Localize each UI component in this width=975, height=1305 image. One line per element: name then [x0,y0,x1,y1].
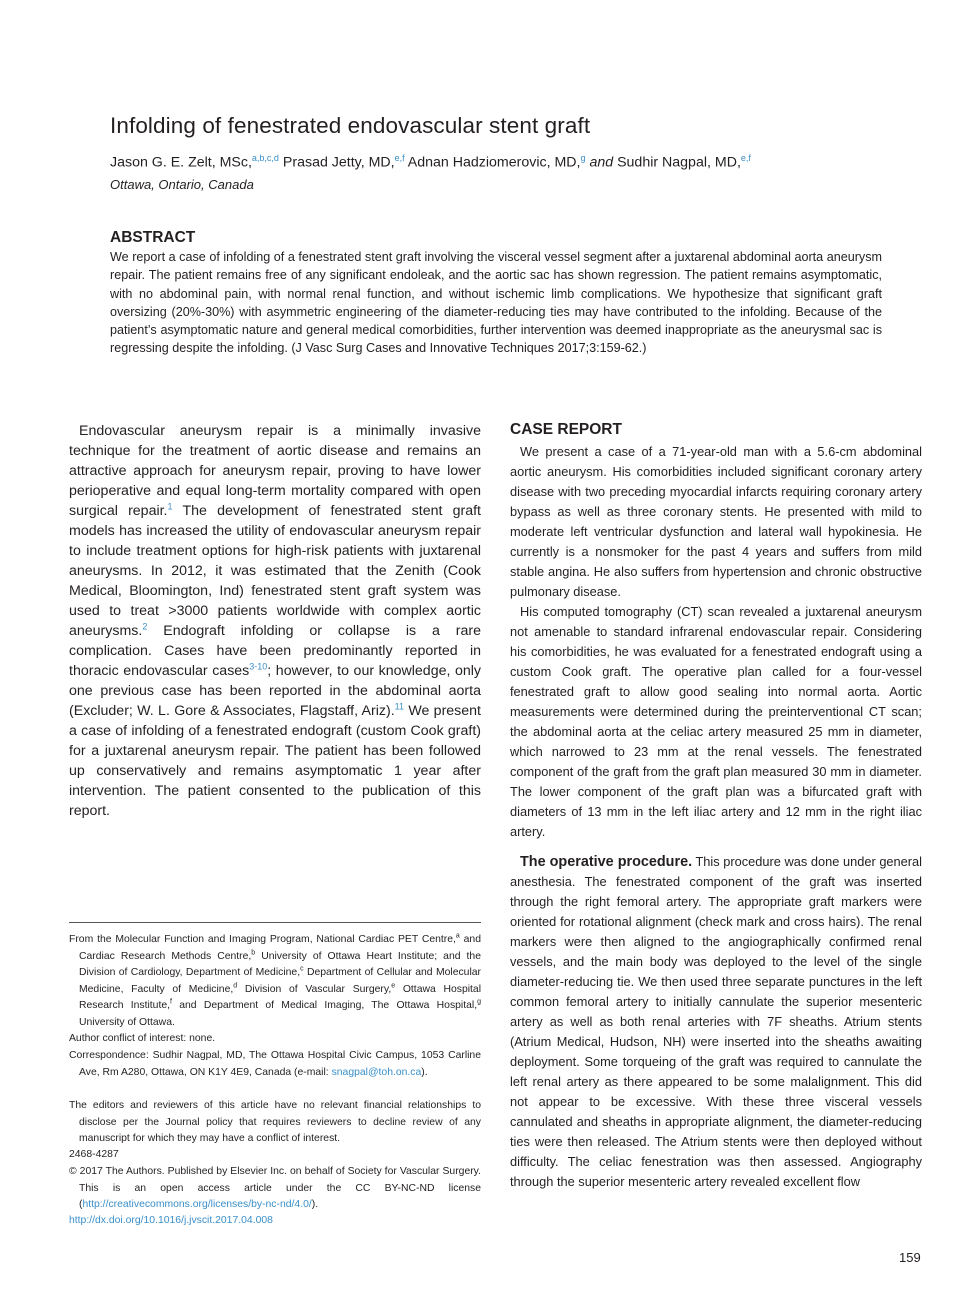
license-link[interactable]: http://creativecommons.org/licenses/by-nc-nd/4.0/ [82,1199,312,1211]
introduction-paragraph [69,421,481,821]
footnote-text: University of Ottawa. [79,1016,175,1028]
intro-text: Endovascular aneurysm repair is a minimally invasive technique for the treatment of aortic disease and remains an attractive approach for aneurysm repair, proving to have lower perioperative and equal long-term mortality compared with open surgical repair. [69,423,481,519]
article-title: Infolding of fenestrated endovascular stent graft [110,113,591,138]
reference-link[interactable]: 3-10 [249,661,268,672]
intro-text: We present a case of infolding of a fenestrated endograft (custom Cook graft) for a juxtarenal aneurysm repair. The patient has been followed up conservatively and remains asymptomatic 1 year after intervention. The patient consented to the publication of this report. [69,703,482,819]
affiliation-marker: d [233,982,238,990]
copyright-footnote [69,1164,481,1214]
affiliation-marker[interactable]: e,f [740,153,751,163]
correspondence-footnote [69,1048,481,1081]
footnote-text: University of Ottawa Heart Institute; and the Division of Cardiology, Department of Medicine, [79,950,481,979]
intro-text: ; however, to our knowledge, only one previous case has been reported in the abdominal aorta (Excluder; W. L. Gore & Associates, Flagstaff, Ariz). [69,663,482,719]
footnote-text: From the Molecular Function and Imaging Program, National Cardiac PET Centre, [69,934,456,945]
affiliation-marker: a [455,932,460,940]
conflict-footnote: Author conflict of interest: none. [69,1033,216,1044]
footnote-text: Division of Vascular Surgery, [237,983,392,995]
footnote-text: Correspondence: Sudhir Nagpal, MD, The Ottawa Hospital Civic Campus, 1053 Carline Ave, Rm A280, Ottawa, ON K1Y 4E9, Canada (e-mail: [69,1050,481,1078]
footnote-text: and Department of Medical Imaging, The Ottawa Hospital, [171,1000,478,1012]
footnote-text: ). [311,1199,319,1211]
email-link[interactable]: snagpal@toh.on.ca [331,1066,422,1078]
affiliation-marker: b [251,949,256,957]
reference-link[interactable]: 11 [394,701,405,712]
doi-footnote [69,1213,481,1230]
affiliation-marker[interactable]: e,f [394,153,405,163]
author-list [110,153,751,171]
footnote-text: Ottawa Hospital Research Institute, [79,983,482,1012]
abstract-heading: ABSTRACT [110,229,196,246]
footnote-text: and Cardiac Research Methods Centre, [79,934,481,962]
affiliation-marker: e [391,982,396,990]
author-location: Ottawa, Ontario, Canada [110,177,254,192]
affiliations-footnote [69,932,481,1032]
page-number: 159 [899,1250,921,1265]
author-name: Sudhir Nagpal, MD, [617,154,741,171]
case-text: This procedure was done under general anesthesia. The fenestrated component of the graft was inserted through the right femoral artery. The appropriate graft markers were oriented for rotational alignment (check mark and cross hairs). The renal markers were then aligned to the angiographically confirmed renal vessels, and the main body was deployed to the level of the single diameter-reducing tie. We then used three separate punctures in the left common femoral artery to initially cannulate the superior mesenteric artery as well as both renal arteries with 7F sheaths. Atrium stents (Atrium Medical, Hudson, NH) were inserted into the sheaths awaiting deployment. Some torqueing of the graft was required to cannulate the left renal artery as there appeared to be some malalignment. This did not appear to be excessive. With these three visceral vessels cannulated and sheaths in appropriate alignment, the diameter-reducing ties were then released. The Atrium stents were then deployed without difficulty. The celiac fenestration was then assessed. Angiography through the superior mesenteric artery revealed excellent flow [510,854,923,1189]
affiliation-marker[interactable]: g [580,153,586,163]
case-paragraph: We present a case of a 71-year-old man with a 5.6-cm abdominal aortic aneurysm. His comorbidities included significant coronary artery disease with two preceding myocardial infarcts requiring coronary artery bypass as well as three coronary stents. He presented with mild to moderate left ventricular dysfunction and lateral wall hypokinesia. He currently is a nonsmoker for the past 4 years and suffers from mild stable angina. He also suffers from hypertension and chronic obstructive pulmonary disease. [510,444,922,599]
footnote-divider [69,922,481,923]
subsection-heading: The operative procedure. [520,854,693,870]
author-name: Adnan Hadziomerovic, MD, [407,154,581,171]
reference-link[interactable]: 2 [142,621,148,632]
author-conjunction: and [589,154,614,171]
author-name: Prasad Jetty, MD, [282,154,395,171]
footnote-text: ). [421,1066,428,1078]
affiliation-marker: f [170,998,172,1006]
affiliation-marker: g [477,998,481,1006]
footnote-text: Department of Cellular and Molecular Medicine, Faculty of Medicine, [79,967,481,995]
intro-text: The development of fenestrated stent graft models has increased the utility of endovascular aneurysm repair to include treatment options for high-risk patients with juxtarenal aneurysms. In 2012, it was estimated that the Zenith (Cook Medical, Bloomington, Ind) fenestrated stent graft system was used to treat >3000 patients worldwide with complex aortic aneurysms. [69,503,481,639]
author-name: Jason G. E. Zelt, MSc, [110,154,252,171]
case-report-heading: CASE REPORT [510,421,622,438]
footnote-text: © 2017 The Authors. Published by Elsevier Inc. on behalf of Society for Vascular Surgery. This is an open access article under the CC BY-NC-ND license ( [69,1166,481,1211]
reference-link[interactable]: 1 [167,501,173,512]
operative-procedure-paragraph [510,852,922,1192]
editors-footnote: The editors and reviewers of this article have no relevant financial relationships to disclose per the Journal policy that requires reviewers to decline review of any manuscript for which they may have a conflict of interest. [69,1100,481,1145]
intro-text: Endograft infolding or collapse is a rare complication. Cases have been predominantly reported in thoracic endovascular cases [69,623,481,679]
abstract-text: We report a case of infolding of a fenestrated stent graft involving the visceral vessel segment after a juxtarenal abdominal aorta aneurysm repair. The patient remains free of any significant endoleak, and the aortic sac has shown regression. The patient remains asymptomatic, with no abdominal pain, with normal renal function, and without ischemic limb complications. We hypothesize that significant graft oversizing (20%-30%) with asymmetric engineering of the diameter-reducing ties may have contributed to the infolding. Because of the patient’s asymptomatic nature and general medical comorbidities, further intervention was deemed inappropriate as the aneurysmal sac is regressing despite the infolding. (J Vasc Surg Cases and Innovative Techniques 2017;3:159-62.) [110,250,882,356]
doi-link[interactable]: http://dx.doi.org/10.1016/j.jvscit.2017.04.008 [69,1215,273,1226]
affiliation-marker[interactable]: a,b,c,d [251,153,279,163]
issn: 2468-4287 [69,1149,119,1160]
case-paragraph: His computed tomography (CT) scan revealed a juxtarenal aneurysm not amenable to standard infrarenal endovascular repair. Considering his comorbidities, he was evaluated for a fenestrated endograft using a custom Cook graft. The operative plan called for a four-vessel fenestrated graft to allow good sealing into normal aorta. Aortic measurements were determined during the preinterventional CT scan; the abdominal aorta at the celiac artery measured 25 mm in diameter, which narrowed to 23 mm at the renal vessels. The fenestrated component of the graft from the graft plan measured 30 mm in diameter. The lower component of the graft plan was a bifurcated graft with diameters of 13 mm in the left iliac artery and 12 mm in the right iliac artery. [510,604,922,839]
affiliation-marker: c [300,965,304,973]
